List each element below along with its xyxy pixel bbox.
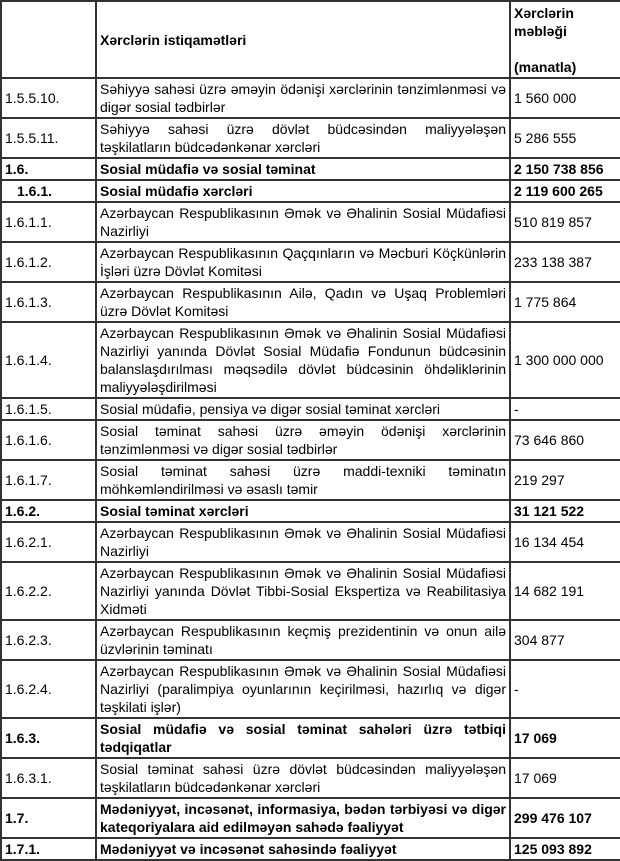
- header-direction-cell: Xərclərin istiqamətləri: [96, 1, 510, 78]
- row-amount-cell: 510 819 857: [510, 202, 620, 242]
- header-amount-cell: [510, 1, 620, 78]
- row-code-cell: 1.6.2.2.: [1, 562, 96, 620]
- row-amount-cell: 16 134 454: [510, 522, 620, 562]
- row-code-cell: 1.6.1.4.: [1, 322, 96, 398]
- row-code-cell: 1.6.2.1.: [1, 522, 96, 562]
- row-amount-cell: 125 093 892: [510, 838, 620, 860]
- row-amount-cell: 31 121 522: [510, 500, 620, 522]
- row-amount-cell: 5 286 555: [510, 118, 620, 158]
- row-amount-cell: 2 119 600 265: [510, 180, 620, 202]
- row-direction-cell: Mədəniyyət, incəsənət, informasiya, bədən tərbiyəsi və digər kateqoriyalara aid edilməyən sahədə fəaliyyət: [96, 798, 510, 838]
- row-code-cell: 1.7.: [1, 798, 96, 838]
- table-row: [1, 500, 620, 522]
- row-direction-cell: Səhiyyə sahəsi üzrə dövlət büdcəsindən maliyyələşən təşkilatların büdcədənkənar xərcləri: [96, 118, 510, 158]
- row-amount-cell: -: [510, 660, 620, 718]
- row-direction-cell: Azərbaycan Respublikasının Ailə, Qadın və Uşaq Problemləri üzrə Dövlət Komitəsi: [96, 282, 510, 322]
- row-code-cell: 1.6.2.3.: [1, 620, 96, 660]
- table-row: [1, 522, 620, 562]
- header-code-cell: [1, 1, 96, 78]
- row-amount-cell: 1 775 864: [510, 282, 620, 322]
- row-direction-cell: Sosial təminat xərcləri: [96, 500, 510, 522]
- table-row: [1, 562, 620, 620]
- row-amount-cell: 1 560 000: [510, 78, 620, 118]
- row-code-cell: 1.7.1.: [1, 838, 96, 860]
- table-row: [1, 420, 620, 460]
- row-direction-cell: Sosial müdafiə və sosial təminat: [96, 158, 510, 180]
- table-row: [1, 398, 620, 420]
- row-code-cell: 1.6.2.: [1, 500, 96, 522]
- row-amount-cell: 233 138 387: [510, 242, 620, 282]
- table-body: [1, 78, 620, 860]
- row-direction-cell: Sosial təminat sahəsi üzrə əməyin ödənişi xərclərinin tənzimlənməsi və digər sosial tədbirlər: [96, 420, 510, 460]
- row-code-cell: 1.5.5.11.: [1, 118, 96, 158]
- row-direction-cell: Sosial müdafiə xərcləri: [96, 180, 510, 202]
- table-row: [1, 758, 620, 798]
- row-code-cell: 1.6.: [1, 158, 96, 180]
- row-amount-cell: 17 069: [510, 758, 620, 798]
- header-row: [1, 1, 620, 78]
- table-row: [1, 322, 620, 398]
- row-amount-cell: 14 682 191: [510, 562, 620, 620]
- table-row: [1, 798, 620, 838]
- row-amount-cell: 304 877: [510, 620, 620, 660]
- row-amount-cell: 73 646 860: [510, 420, 620, 460]
- row-amount-cell: 219 297: [510, 460, 620, 500]
- header-amount-gap: [514, 40, 617, 58]
- row-direction-cell: Azərbaycan Respublikasının Qaçqınların və Məcburi Köçkünlərin İşləri üzrə Dövlət Komitəsi: [96, 242, 510, 282]
- row-direction-cell: Mədəniyyət və incəsənət sahəsində fəaliyyət: [96, 838, 510, 860]
- row-direction-cell: Sosial təminat sahəsi üzrə dövlət büdcəsindən maliyyələşən təşkilatların büdcədənkənar xərcləri: [96, 758, 510, 798]
- table-row: [1, 158, 620, 180]
- row-code-cell: 1.6.1.: [1, 180, 96, 202]
- row-direction-cell: Sosial müdafiə və sosial təminat sahələri üzrə tətbiqi tədqiqatlar: [96, 718, 510, 758]
- row-direction-cell: Azərbaycan Respublikasının Əmək və Əhalinin Sosial Müdafiəsi Nazirliyi yanında Dövlət Sosial Müdafiə Fondunun büdcəsinin balanslaşdırılması məqsədilə dövlət büdcəsinin öhdəliklərinin maliyyələşdirilməsi: [96, 322, 510, 398]
- header-amount-title: Xərclərin məbləği: [514, 5, 574, 39]
- row-amount-cell: 1 300 000 000: [510, 322, 620, 398]
- row-direction-cell: Sosial müdafiə, pensiya və digər sosial təminat xərcləri: [96, 398, 510, 420]
- row-direction-cell: Sosial təminat sahəsi üzrə maddi-texniki təminatın möhkəmləndirilməsi və əsaslı təmir: [96, 460, 510, 500]
- table-row: [1, 460, 620, 500]
- row-amount-cell: 2 150 738 856: [510, 158, 620, 180]
- row-code-cell: 1.6.1.6.: [1, 420, 96, 460]
- row-amount-cell: -: [510, 398, 620, 420]
- row-code-cell: 1.6.1.3.: [1, 282, 96, 322]
- row-amount-cell: 17 069: [510, 718, 620, 758]
- row-code-cell: 1.6.3.1.: [1, 758, 96, 798]
- table-row: [1, 242, 620, 282]
- row-code-cell: 1.6.1.2.: [1, 242, 96, 282]
- table-row: [1, 118, 620, 158]
- table-row: [1, 282, 620, 322]
- row-direction-cell: Azərbaycan Respublikasının Əmək və Əhalinin Sosial Müdafiəsi Nazirliyi: [96, 522, 510, 562]
- row-code-cell: 1.6.2.4.: [1, 660, 96, 718]
- row-code-cell: 1.6.1.1.: [1, 202, 96, 242]
- row-code-cell: 1.5.5.10.: [1, 78, 96, 118]
- row-code-cell: 1.6.1.7.: [1, 460, 96, 500]
- row-direction-cell: Azərbaycan Respublikasının Əmək və Əhalinin Sosial Müdafiəsi Nazirliyi (paralimpiya oyunlarının keçirilməsi, hazırlıq və digər təşkilati işlər): [96, 660, 510, 718]
- table-row: [1, 718, 620, 758]
- row-amount-cell: 299 476 107: [510, 798, 620, 838]
- table-row: [1, 78, 620, 118]
- table-row: [1, 838, 620, 860]
- header-amount-unit: (manatla): [514, 59, 577, 75]
- row-code-cell: 1.6.3.: [1, 718, 96, 758]
- table-row: [1, 620, 620, 660]
- row-direction-cell: Səhiyyə sahəsi üzrə əməyin ödənişi xərclərinin tənzimlənməsi və digər sosial tədbirlər: [96, 78, 510, 118]
- row-code-cell: 1.6.1.5.: [1, 398, 96, 420]
- table-row: [1, 660, 620, 718]
- row-direction-cell: Azərbaycan Respublikasının keçmiş prezidentinin və onun ailə üzvlərinin təminatı: [96, 620, 510, 660]
- row-direction-cell: Azərbaycan Respublikasının Əmək və Əhalinin Sosial Müdafiəsi Nazirliyi: [96, 202, 510, 242]
- table-row: [1, 180, 620, 202]
- row-direction-cell: Azərbaycan Respublikasının Əmək və Əhalinin Sosial Müdafiəsi Nazirliyi yanında Dövlət Tibbi-Sosial Ekspertiza və Reabilitasiya Xidməti: [96, 562, 510, 620]
- table-row: [1, 202, 620, 242]
